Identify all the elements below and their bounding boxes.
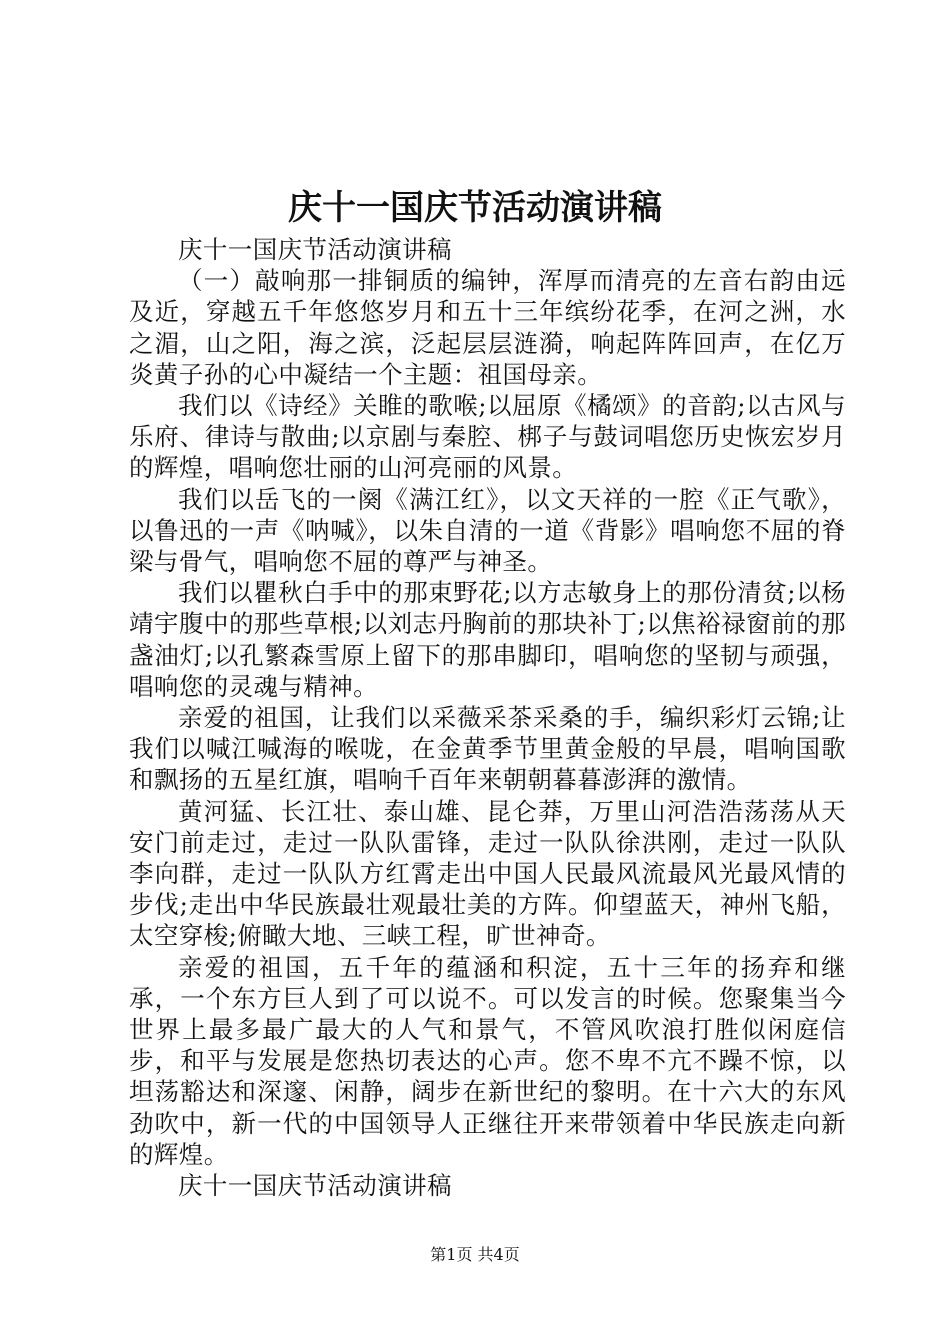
paragraph-2: 我们以《诗经》关睢的歌喉;以屈原《橘颂》的音韵;以古风与乐府、律诗与散曲;以京剧与秦腔、梆子与鼓词唱您历史恢宏岁月的辉煌，唱响您壮丽的山河亮丽的风景。 (129, 391, 846, 483)
paragraph-1: （一）敲响那一排铜质的编钟，浑厚而清亮的左音右韵由远及近，穿越五千年悠悠岁月和五十三年缤纷花季，在河之洲，水之湄，山之阳，海之滨，泛起层层涟漪，响起阵阵回声，在亿万炎黄子孙的心中凝结一个主题：祖国母亲。 (129, 266, 846, 389)
paragraph-4: 我们以瞿秋白手中的那束野花;以方志敏身上的那份清贫;以杨靖宇腹中的那些草根;以刘志丹胸前的那块补丁;以焦裕禄窗前的那盏油灯;以孔繁森雪原上留下的那串脚印，唱响您的坚韧与顽强，唱响您的灵魂与精神。 (129, 578, 846, 701)
subtitle-paragraph: 庆十一国庆节活动演讲稿 (178, 235, 452, 264)
paragraph-6: 黄河猛、长江壮、泰山雄、昆仑莽，万里山河浩浩荡荡从天安门前走过，走过一队队雷锋，走过一队队徐洪刚，走过一队队李向群，走过一队队方红霄走出中国人民最风流最风光最风情的步伐;走出中华民族最壮观最壮美的方阵。仰望蓝天，神州飞船，太空穿梭;俯瞰大地、三峡工程，旷世神奇。 (129, 796, 846, 951)
document-body (129, 234, 846, 1201)
page-number-footer: 第1页 共4页 (430, 1245, 520, 1264)
closing-heading-paragraph: 庆十一国庆节活动演讲稿 (178, 1171, 452, 1201)
paragraph-7: 亲爱的祖国，五千年的蕴涵和积淀，五十三年的扬弃和继承，一个东方巨人到了可以说不。可以发言的时候。您聚集当今世界上最多最广最大的人气和景气，不管风吹浪打胜似闲庭信步，和平与发展是您热切表达的心声。您不卑不亢不躁不惊，以坦荡豁达和深邃、闲静，阔步在新世纪的黎明。在十六大的东风劲吹中，新一代的中国领导人正继往开来带领着中华民族走向新的辉煌。 (129, 952, 846, 1169)
page-title: 庆十一国庆节活动演讲稿 (288, 188, 662, 228)
paragraph-3: 我们以岳飞的一阕《满江红》，以文天祥的一腔《正气歌》，以鲁迅的一声《呐喊》，以朱自清的一道《背影》唱响您不屈的脊梁与骨气，唱响您不屈的尊严与神圣。 (129, 484, 846, 577)
paragraph-5: 亲爱的祖国，让我们以采薇采茶采桑的手，编织彩灯云锦;让我们以喊江喊海的喉咙，在金黄季节里黄金般的早晨，唱响国歌和飘扬的五星红旗，唱响千百年来朝朝暮暮澎湃的激情。 (129, 703, 846, 795)
